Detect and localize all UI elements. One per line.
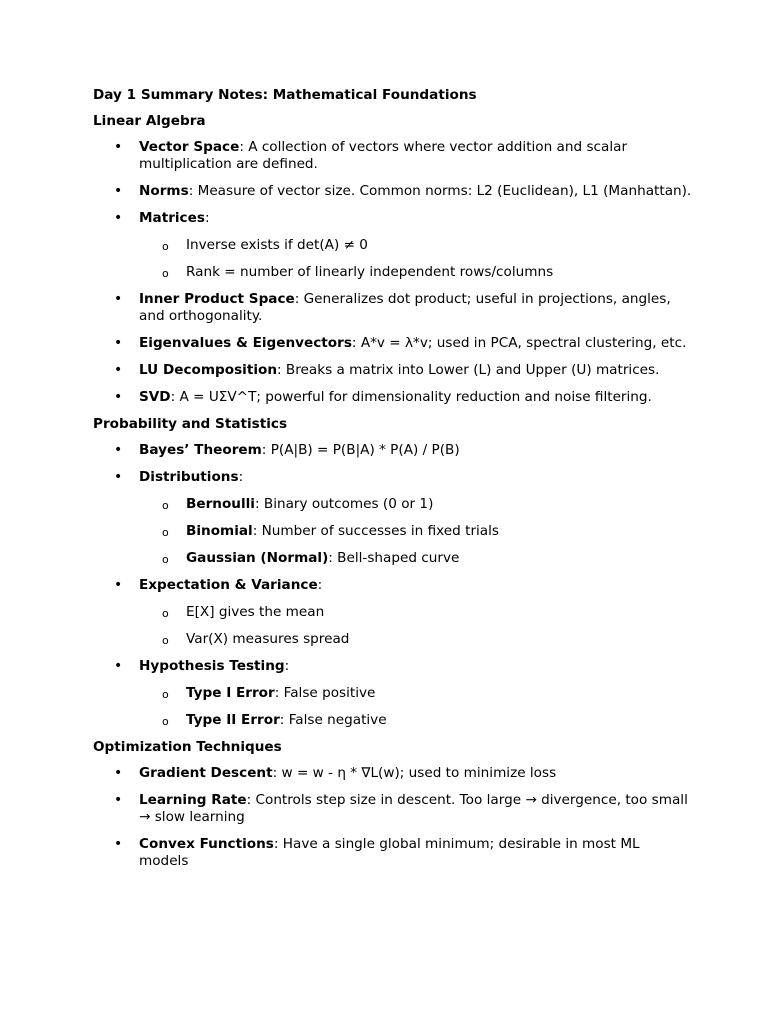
list-item xyxy=(93,389,693,406)
list-item xyxy=(93,183,693,200)
definition: : xyxy=(284,658,290,674)
list-item xyxy=(93,362,693,379)
term: Matrices xyxy=(139,210,205,226)
definition: : A = UΣV^T; powerful for dimensionality reduction and noise filtering. xyxy=(170,389,652,405)
document-page xyxy=(93,87,693,880)
list-item xyxy=(93,765,693,782)
term: Gradient Descent xyxy=(139,765,273,781)
term: Vector Space xyxy=(139,139,240,155)
term: Expectation & Variance xyxy=(139,577,318,593)
term: Type II Error xyxy=(186,712,280,728)
list-item xyxy=(93,139,693,173)
list-item xyxy=(93,442,693,459)
definition: : False negative xyxy=(279,712,387,728)
section-heading-linear-algebra: Linear Algebra xyxy=(93,113,206,129)
sub-list-item xyxy=(139,685,693,702)
definition: : xyxy=(238,469,244,485)
sub-list xyxy=(139,685,693,729)
sub-list-item: o Var(X) measures spread xyxy=(139,631,693,648)
sub-list-item: o E[X] gives the mean xyxy=(139,604,693,621)
list-item xyxy=(93,577,693,648)
definition: : Breaks a matrix into Lower (L) and Upper (U) matrices. xyxy=(277,362,660,378)
linear-algebra-list xyxy=(93,139,693,406)
definition: : Have a single global minimum; desirable in most ML models xyxy=(139,836,640,869)
definition: : xyxy=(317,577,323,593)
term: Bernoulli xyxy=(186,496,255,512)
section-heading-optimization: Optimization Techniques xyxy=(93,739,282,755)
term: Learning Rate xyxy=(139,792,247,808)
definition: : Generalizes dot product; useful in projections, angles, and orthogonality. xyxy=(139,291,671,324)
term: Norms xyxy=(139,183,189,199)
definition: : A collection of vectors where vector addition and scalar multiplication are defined. xyxy=(139,139,628,172)
term: Eigenvalues & Eigenvectors xyxy=(139,335,352,351)
list-item xyxy=(93,291,693,325)
list-item xyxy=(93,658,693,729)
document-title: Day 1 Summary Notes: Mathematical Foundations xyxy=(93,87,477,103)
sub-list-item xyxy=(139,523,693,540)
term: Distributions xyxy=(139,469,239,485)
term: LU Decomposition xyxy=(139,362,278,378)
definition: : w = w - η * ∇L(w); used to minimize loss xyxy=(272,765,557,781)
term: Bayes’ Theorem xyxy=(139,442,262,458)
definition: : Binary outcomes (0 or 1) xyxy=(254,496,434,512)
term: SVD xyxy=(139,389,171,405)
sub-list-item: o Rank = number of linearly independent rows/columns xyxy=(139,264,693,281)
sub-list xyxy=(139,496,693,567)
term: Binomial xyxy=(186,523,253,539)
term: Inner Product Space xyxy=(139,291,295,307)
term: Gaussian (Normal) xyxy=(186,550,329,566)
definition: : P(A|B) = P(B|A) * P(A) / P(B) xyxy=(261,442,460,458)
list-item xyxy=(93,792,693,826)
section-heading-probability: Probability and Statistics xyxy=(93,416,288,432)
list-item xyxy=(93,210,693,281)
sub-list-item xyxy=(139,712,693,729)
definition: : Bell-shaped curve xyxy=(328,550,460,566)
list-item xyxy=(93,836,693,870)
definition: : xyxy=(204,210,210,226)
definition: : A*v = λ*v; used in PCA, spectral clustering, etc. xyxy=(351,335,687,351)
definition: : False positive xyxy=(274,685,376,701)
list-item xyxy=(93,469,693,567)
sub-list-item xyxy=(139,496,693,513)
definition: : Measure of vector size. Common norms: L2 (Euclidean), L1 (Manhattan). xyxy=(188,183,692,199)
term: Hypothesis Testing xyxy=(139,658,285,674)
sub-list-item: o Inverse exists if det(A) ≠ 0 xyxy=(139,237,693,254)
optimization-list xyxy=(93,765,693,870)
term: Type I Error xyxy=(186,685,275,701)
sub-list xyxy=(139,604,693,648)
list-item xyxy=(93,335,693,352)
definition: : Number of successes in fixed trials xyxy=(252,523,499,539)
definition: : Controls step size in descent. Too large → divergence, too small → slow learning xyxy=(139,792,688,825)
sub-list-item xyxy=(139,550,693,567)
sub-list xyxy=(139,237,693,281)
term: Convex Functions xyxy=(139,836,274,852)
probability-list xyxy=(93,442,693,729)
